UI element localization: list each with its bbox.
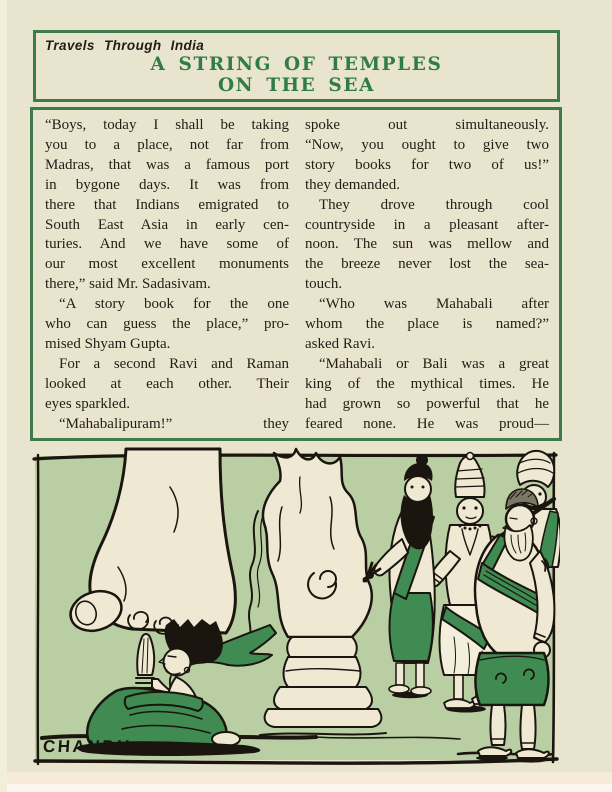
text-line: they demanded.: [305, 176, 400, 193]
text-line: “Now, you ought to give two: [305, 136, 549, 153]
text-line: in bygone days. It was from: [45, 176, 289, 193]
scan-edge-strip-bottom: [0, 784, 612, 792]
text-line: mised Shyam Gupta.: [45, 335, 171, 352]
illustration-svg: [30, 447, 560, 772]
series-title: Travels Through India: [45, 38, 205, 53]
text-line: For a second Ravi and Raman: [59, 355, 289, 372]
text-line: “Mahabalipuram!” they: [59, 415, 289, 432]
text-line: countryside in a pleasant after-: [305, 216, 549, 233]
text-line: turies. And we have some of: [45, 236, 289, 253]
text-line: there,” said Mr. Sadasivam.: [45, 276, 211, 293]
text-line: there that Indians emigrated to: [45, 196, 289, 213]
story-title-line2: ON THE SEA: [217, 75, 376, 96]
text-line: “Mahabali or Bali was a great: [319, 355, 549, 372]
text-line: noon. The sun was mellow and: [305, 236, 549, 253]
right-column: [305, 116, 549, 434]
story-title-line1: A STRING OF TEMPLES: [150, 54, 443, 75]
text-line: the breeze never lost the sea-: [305, 256, 549, 273]
text-line: They drove through cool: [319, 196, 549, 213]
text-line: “Boys, today I shall be taking: [45, 117, 289, 133]
artist-signature: CHANDU: [42, 737, 133, 756]
text-line: eyes sparkled.: [45, 395, 130, 412]
header-box: [33, 30, 560, 102]
story-title: [36, 54, 557, 96]
text-line: touch.: [305, 276, 343, 293]
text-line: our most excellent monuments: [45, 256, 289, 273]
text-line: feared none. He was proud—: [305, 415, 549, 432]
text-line: story books for two of us!”: [305, 156, 549, 173]
scan-edge-strip-left: [0, 0, 7, 792]
text-line: “Who was Mahabali after: [319, 296, 549, 313]
text-line: king of the mythical times. He: [305, 375, 549, 392]
left-column: [45, 116, 289, 434]
text-line: South East Asia in early cen-: [45, 216, 289, 233]
text-line: Madras, that was a famous port: [45, 156, 289, 173]
text-line: asked Ravi.: [305, 335, 375, 352]
text-line: whom the place is named?”: [305, 316, 549, 333]
text-line: spoke out simultaneously.: [305, 117, 549, 133]
text-line: who can guess the place,” pro-: [45, 316, 289, 333]
illustration: [30, 447, 560, 772]
text-line: looked at each other. Their: [45, 375, 289, 392]
text-line: you to a place, not far from: [45, 136, 289, 153]
story-text-box: [30, 107, 562, 441]
text-line: “A story book for the one: [59, 296, 289, 313]
text-line: had grown so powerful that he: [305, 395, 549, 412]
